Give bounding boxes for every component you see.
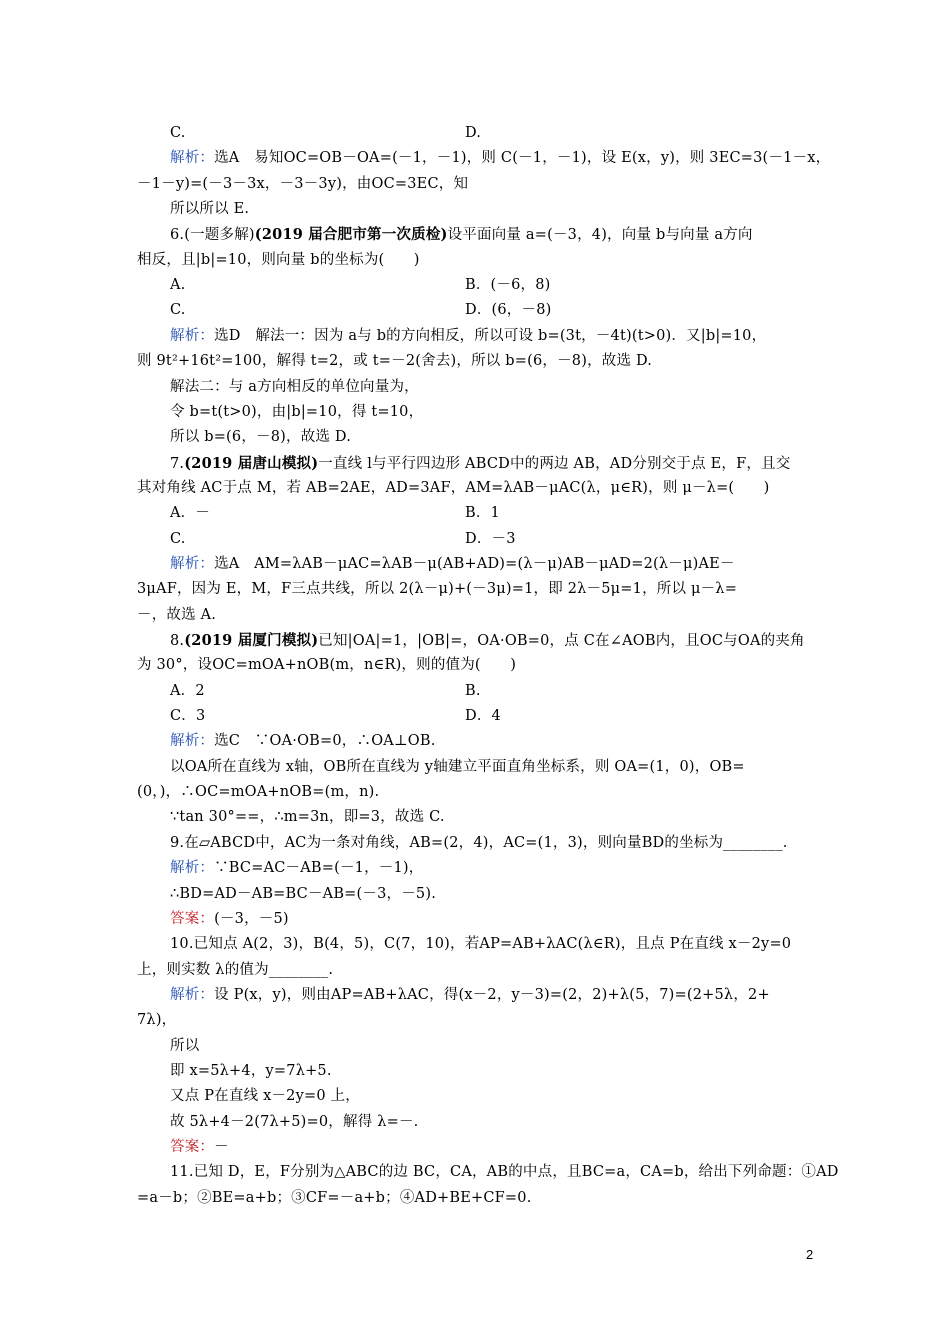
line-text: 为 30°，设OC=mOA+nOB(m，n∈R)，则的值为( ) (137, 657, 517, 674)
line-text: =a－b；②BE=a+b；③CF=－a+b；④AD+BE+CF=0. (137, 1189, 532, 1206)
option-left: A．－ (170, 505, 211, 522)
question-text: 已知 D，E，F分别为△ABC的边 BC，CA，AB的中点，且BC=a，CA=b，给出下列命题：①AD (193, 1164, 839, 1181)
option-left: A. (170, 277, 186, 294)
question-source: (2019 届合肥市第一次质检) (254, 226, 448, 244)
option-row (0, 527, 950, 552)
question-line (0, 1160, 950, 1185)
question-number: 10. (170, 936, 194, 953)
question-text: 已知点 A(2，3)，B(4，5)，C(7，10)，若AP=AB+λAC(λ∈R)，且点 P在直线 x－2y=0 (193, 936, 792, 953)
question-text: 在▱ABCD中，AC为一条对角线，AB=(2，4)，AC=(1，3)，则向量BD的坐标为________. (184, 834, 788, 851)
text-line (0, 882, 950, 907)
continuation-line (0, 1008, 950, 1033)
question-number: 9. (170, 834, 185, 851)
continuation-line (0, 603, 950, 628)
text-line (0, 805, 950, 830)
page-number: 2 (806, 1247, 814, 1262)
option-left: C. (170, 530, 186, 547)
continuation-line (0, 958, 950, 983)
question-text: 设平面向量 a=(－3，4)，向量 b与向量 a方向 (447, 227, 753, 244)
option-row (0, 273, 950, 298)
text-line (0, 1059, 950, 1084)
answer-line (0, 907, 950, 932)
line-text: －，故选 A. (137, 606, 217, 623)
line-text: 上，则实数 λ的值为________. (137, 961, 334, 978)
option-right: B. (465, 682, 481, 699)
continuation-line (0, 1186, 950, 1211)
line-text: 又点 P在直线 x－2y=0 上， (170, 1088, 360, 1105)
text-line (0, 425, 950, 450)
line-text: 所以 (170, 1037, 200, 1054)
line-text: 解法二：与 a方向相反的单位向量为， (170, 378, 419, 395)
text-line (0, 1084, 950, 1109)
solution-line (0, 856, 950, 881)
option-row (0, 121, 950, 146)
question-line (0, 451, 950, 476)
question-text: 已知|OA|=1，|OB|=，OA·OB=0，点 C在∠AOB内，且OC与OA的夹角 (318, 633, 805, 649)
solution-label: 解析： (170, 327, 215, 344)
continuation-line (0, 780, 950, 805)
solution-line (0, 983, 950, 1008)
line-text: 所以所以 E. (170, 201, 250, 218)
solution-label: 解析： (170, 733, 215, 750)
question-number: 8. (170, 633, 185, 649)
question-number: 6. (170, 227, 185, 244)
line-text: 相反，且|b|=10，则向量 b的坐标为( ) (137, 251, 420, 268)
option-left: A．2 (170, 682, 205, 699)
option-right: D．(6，－8) (465, 302, 552, 319)
solution-text: 选D 解法一：因为 a与 b的方向相反，所以可设 b=(3t，－4t)(t>0)．又|b|=10， (214, 327, 767, 344)
option-left: C. (170, 302, 186, 319)
line-text: 令 b=t(t>0)，由|b|=10，得 t=10， (170, 403, 424, 420)
text-line (0, 1110, 950, 1135)
continuation-line (0, 577, 950, 602)
option-row (0, 501, 950, 526)
question-text: 一直线 l与平行四边形 ABCD中的两边 AB，AD分别交于点 E，F，且交 (318, 455, 791, 472)
line-text: 所以 b=(6，－8)，故选 D. (170, 429, 352, 446)
option-right: D．4 (465, 708, 501, 725)
text-line (0, 1034, 950, 1059)
line-text: 7λ)， (137, 1012, 177, 1029)
text-line (0, 400, 950, 425)
text-line (0, 197, 950, 222)
question-number: 11. (170, 1164, 194, 1181)
answer-text: － (214, 1139, 229, 1155)
line-text: 故 5λ+4－2(7λ+5)=0，解得 λ=－. (170, 1113, 419, 1130)
option-left: C．3 (170, 708, 206, 725)
option-row (0, 704, 950, 729)
question-tag: (一题多解) (184, 227, 255, 244)
solution-text: ∵BC=AC－AB=(－1，－1)， (214, 860, 424, 877)
question-line (0, 932, 950, 957)
line-text: 即 x=5λ+4，y=7λ+5. (170, 1062, 332, 1079)
option-left: C. (170, 125, 186, 141)
solution-text: 选A 易知OC=OB－OA=(－1，－1)，则 C(－1，－1)，设 E(x，y)，则 3EC=3(－1－x， (214, 150, 831, 167)
line-text: ∵tan 30°==，∴m=3n，即=3，故选 C. (170, 809, 445, 826)
line-text: (0，)，∴OC=mOA+nOB=(m，n). (137, 784, 380, 801)
solution-label: 解析： (170, 150, 215, 167)
option-row (0, 679, 950, 704)
solution-label: 解析： (170, 555, 215, 572)
option-right: D. (465, 125, 482, 141)
text-line (0, 375, 950, 400)
line-text: 其对角线 AC于点 M，若 AB=2AE，AD=3AF，AM=λAB－μAC(λ，μ∈R)，则 μ－λ=( ) (137, 479, 770, 496)
option-right: B．1 (465, 505, 500, 522)
answer-line (0, 1135, 950, 1160)
question-source: (2019 届唐山模拟) (184, 454, 319, 472)
solution-text: 选C ∵OA·OB=0，∴OA⊥OB. (214, 733, 436, 750)
option-row (0, 298, 950, 323)
line-text: 以OA所在直线为 x轴，OB所在直线为 y轴建立平面直角坐标系，则 OA=(1，0)，OB= (170, 758, 745, 775)
continuation-line (0, 476, 950, 501)
option-right: D．－3 (465, 530, 516, 547)
continuation-line (0, 349, 950, 374)
solution-line (0, 552, 950, 577)
solution-line (0, 146, 950, 171)
answer-label: 答案： (170, 1139, 215, 1155)
solution-line (0, 729, 950, 754)
question-number: 7. (170, 455, 185, 472)
question-line (0, 831, 950, 856)
solution-text: 设 P(x，y)，则由AP=AB+λAC，得(x－2，y－3)=(2，2)+λ(5，7)=(2+5λ，2+ (214, 986, 770, 1003)
question-source: (2019 届厦门模拟) (184, 632, 319, 649)
solution-label: 解析： (170, 860, 215, 877)
line-text: 则 9t²+16t²=100，解得 t=2，或 t=－2(舍去)，所以 b=(6，－8)，故选 D. (137, 353, 653, 370)
solution-text: 选A AM=λAB－μAC=λAB－μ(AB+AD)=(λ－μ)AB－μAD=2(λ－μ)AE－ (214, 555, 735, 572)
line-text: ∴BD=AD－AB=BC－AB=(－3，－5). (170, 885, 436, 902)
question-line (0, 628, 950, 653)
answer-text: (－3，－5) (214, 910, 289, 927)
line-text: －1－y)=(－3－3x，－3－3y)，由OC=3EC，知 (137, 175, 469, 192)
continuation-line (0, 653, 950, 678)
line-text: 3μAF，因为 E，M，F三点共线，所以 2(λ－μ)+(－3μ)=1，即 2λ－5μ=1，所以 μ－λ= (137, 581, 738, 598)
continuation-line (0, 248, 950, 273)
continuation-line (0, 172, 950, 197)
text-line (0, 755, 950, 780)
answer-label: 答案： (170, 910, 215, 927)
solution-line (0, 324, 950, 349)
question-line (0, 222, 950, 247)
option-right: B．(－6，8) (465, 277, 551, 294)
solution-label: 解析： (170, 986, 215, 1003)
